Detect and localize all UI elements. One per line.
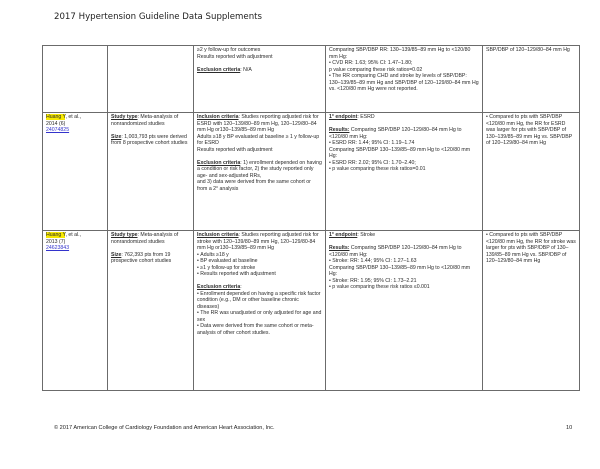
summary-cell: SBP/DBP of 120–129/80–84 mm Hg — [483, 46, 580, 113]
exclusion-criteria: Exclusion criteria: N/A — [197, 66, 252, 73]
endpoint-label: 1° endpoint — [329, 114, 358, 120]
pmid-link[interactable]: 24623843 — [46, 245, 70, 251]
criteria-line: ≥2 y follow-up for outcomes — [197, 47, 261, 53]
study-year-ref: 2013 (7) — [46, 238, 66, 245]
design-cell: Study type: Meta-analysis of nonrandomized studies Size: 1,003,793 pts were derived from 8 prospective cohort studies — [108, 113, 194, 231]
design-cell — [108, 46, 194, 113]
results-cell: 1° endpoint: Stroke Results: Comparing SBP/DBP 120–129/80–84 mm Hg to <120/80 mm Hg: • Stroke: RR: 1.44; 95% CI: 1.27–1.63 Comparing SBP/DBP 130–139/85–89 mm Hg to <120/80 mm Hg: • Stroke: RR: 1.95; 95% CI: 1.73–2.21 • p value comparing these risk ratios ≤0.001 — [326, 231, 483, 391]
exclusion-bullet: • The RR was unadjusted or only adjusted for age and sex — [197, 310, 322, 323]
results-cell — [326, 46, 483, 113]
study-year-ref: 2014 (6) — [46, 120, 66, 127]
results-cell: 1° endpoint: ESRD Results: Comparing SBP/DBP 120–129/80–84 mm Hg to <120/80 mm Hg: • ESRD RR: 1.44; 95% CI: 1.19–1.74 Comparing SBP/DBP 130–139/85–89 mm Hg to <120/80 mm Hg: • ESRD RR: 2.02; 95% CI: 1.70–2.40; • p value comparing these risk ratios=0.01 — [326, 113, 483, 231]
results-label: Results: — [329, 245, 350, 251]
size-label: Size — [111, 251, 122, 258]
criteria-line: Results reported with adjustment — [197, 53, 273, 60]
criteria-cell: Inclusion criteria: Studies reporting adjusted risk for ESRD with 120–139/80–89 mm Hg, 120–129/80–84 mm Hg or130–139/85–89 mm Hg Adults ≥18 y BP evaluated at baseline ≥ 1 y follow-up for ESRD Results reported with adjustment Exclusion criteria: 1) enrollment depended on having a condition or risk factor, 2) the study reported only age- and sex-adjusted RRs, and 3) data were derived from the same cohort or from a 2° analysis — [194, 113, 326, 231]
study-cell: Huang Y, et al., 2014 (6) 24074825 — [43, 113, 108, 231]
criteria-cell: Inclusion criteria: Studies reporting adjusted risk for stroke with 120–139/80–89 mm Hg, 120–129/80-84 mm Hg or130–139/85–89 mm Hg • Adults ≥18 y • BP evaluated at baseline • ≥1 y follow-up for stroke • Results reported with adjustment Exclusion criteria: • Enrollment depended on having a specific risk factor condition (e.g., DM or other baseline chronic diseases) • The RR was unadjusted or only adjusted for age and sex • Data were derived from the same cohort or meta-analysis of other cohort studies. — [194, 231, 326, 391]
evidence-table — [42, 45, 580, 391]
study-type-label: Study type — [111, 114, 138, 120]
inclusion-label: Inclusion criteria — [197, 232, 239, 238]
table-row — [43, 231, 580, 391]
study-cell — [43, 46, 108, 113]
exclusion-bullet: • Data were derived from the same cohort or meta-analysis of other cohort studies. — [197, 323, 322, 336]
page-number: 10 — [566, 425, 573, 431]
summary-cell: • Compared to pts with SBP/DBP <120/80 mm Hg, the RR for stroke was larger for pts with SBP/DBP of 130–139/85–89 mm Hg vs. SBP/DBP of 120–129/80–84 mm Hg — [483, 231, 580, 391]
inclusion-bullet: • Adults ≥18 y — [197, 252, 322, 259]
inclusion-bullet: • Results reported with adjustment — [197, 271, 322, 278]
study-cell: Huang Y, et al., 2013 (7) 24623843 — [43, 231, 108, 391]
table-row — [43, 113, 580, 231]
results-line: • The RR comparing CHD and stroke by levels of SBP/DBP: 130–139/85–89 mm Hg and SBP/DBP of 120–129/80–84 mm Hg vs. <120/80 mm Hg were not reported. — [329, 73, 479, 92]
footer-copyright: © 2017 American College of Cardiology Foundation and American Heart Association, Inc. — [54, 425, 275, 431]
exclusion-label: Exclusion criteria — [197, 159, 241, 166]
size-label: Size — [111, 133, 122, 140]
criteria-cell — [194, 46, 326, 113]
summary-cell: • Compared to pts with SBP/DBP <120/80 mm Hg, the RR for ESRD was larger for pts with SBP/DBP of 130–139/85–89 mm Hg vs. SBP/DBP of 120–129/80–84 mm Hg — [483, 113, 580, 231]
inclusion-label: Inclusion criteria — [197, 114, 239, 120]
inclusion-bullet: • ≥1 y follow-up for stroke — [197, 265, 322, 272]
design-cell: Study type: Meta-analysis of nonrandomized studies Size: 762,393 pts from 19 prospective cohort studies — [108, 231, 194, 391]
results-line: p value comparing these risk ratios=0.02 — [329, 66, 423, 73]
author-name: Huang Y — [46, 114, 66, 120]
inclusion-bullet: • BP evaluated at baseline — [197, 258, 322, 265]
results-label: Results: — [329, 127, 350, 133]
study-type-label: Study type — [111, 232, 138, 238]
author-name: Huang Y — [46, 232, 66, 238]
results-line: • CVD RR: 1.63; 95% CI: 1.47–1.80; — [329, 60, 413, 66]
pmid-link[interactable]: 24074825 — [46, 127, 70, 133]
exclusion-label: Exclusion criteria — [197, 284, 241, 290]
exclusion-bullet: • Enrollment depended on having a specific risk factor condition (e.g., DM or other baseline chronic diseases) — [197, 291, 322, 311]
results-line: Comparing SBP/DBP RR: 130–139/85–89 mm Hg to <120/80 mm Hg: — [329, 47, 471, 60]
exclusion-label: Exclusion criteria — [197, 66, 241, 73]
endpoint-label: 1° endpoint — [329, 232, 358, 238]
table-row — [43, 46, 580, 113]
document-header-title: 2017 Hypertension Guideline Data Supplements — [54, 12, 262, 22]
